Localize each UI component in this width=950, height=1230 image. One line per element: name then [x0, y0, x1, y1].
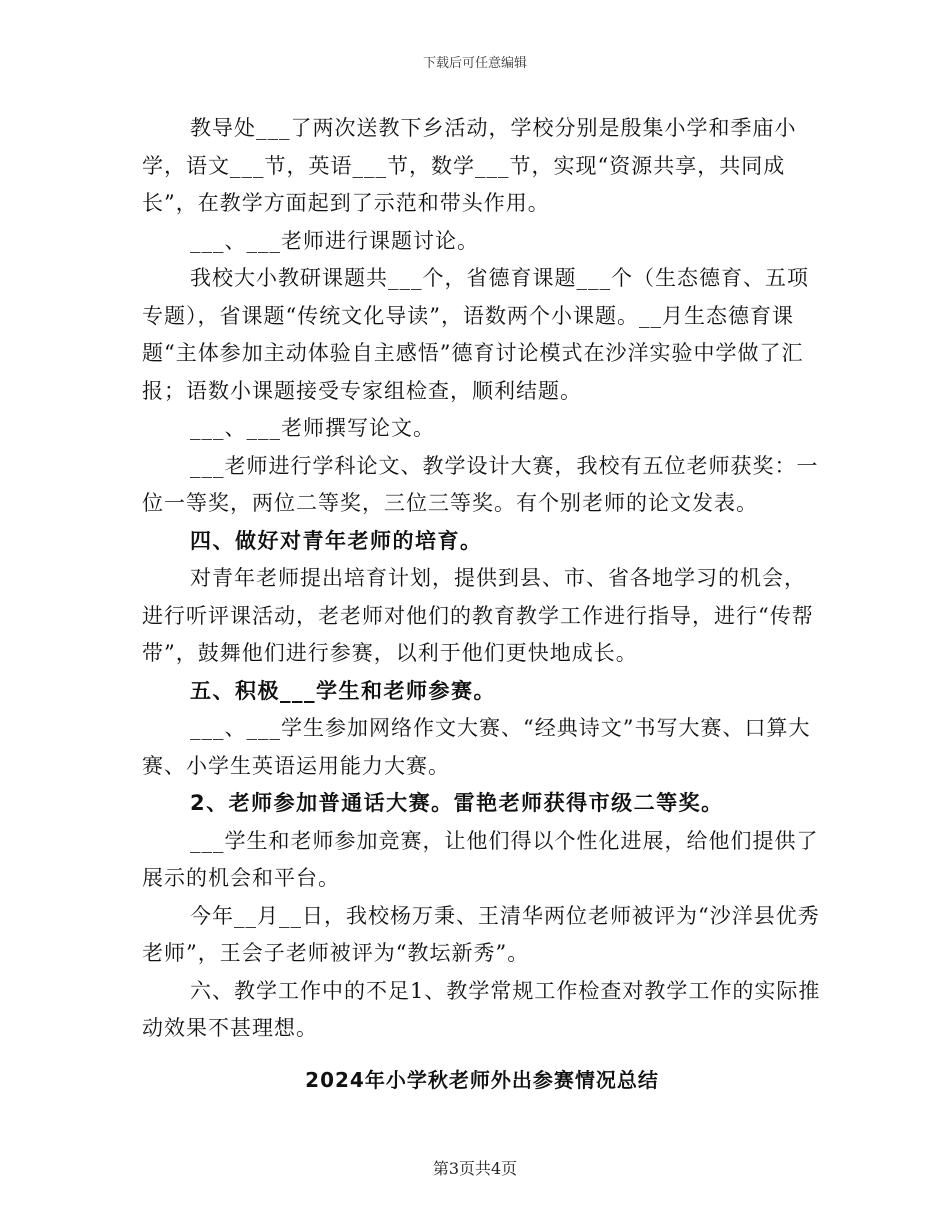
- paragraph-8: ___学生和老师参加竞赛，让他们得以个性化进展，给他们提供了展示的机会和平台。: [142, 828, 819, 890]
- paragraph-5: ___老师进行学科论文、教学设计大赛，我校有五位老师获奖：一位一等奖，两位二等奖，三位三等奖。有个别老师的论文发表。: [142, 453, 819, 515]
- paragraph-7: ___、___学生参加网络作文大赛、“经典诗文”书写大赛、口算大赛、小学生英语运用能力大赛。: [142, 716, 811, 778]
- paragraph-1: 教导处___了两次送教下乡活动，学校分别是殷集小学和季庙小学，语文___节，英语___节，数学___节，实现“资源共享，共同成长”，在教学方面起到了示范和带头作用。: [142, 116, 797, 215]
- page-footer: 第3页共4页: [432, 1159, 518, 1178]
- paragraph-3: 我校大小教研课题共___个，省德育课题___个（生态德育、五项专题），省课题“传统文化导读”，语数两个小课题。__月生态德育课题“主体参加主动体验自主感悟”德育讨论模式在沙洋实验中学做了汇报；语数小课题接受专家组检查，顺利结题。: [142, 266, 809, 403]
- paragraph-2: ___、___老师进行课题讨论。: [190, 228, 479, 253]
- document-body: [142, 110, 822, 1099]
- paragraph-10: 六、教学工作中的不足1、教学常规工作检查对教学工作的实际推动效果不甚理想。: [142, 978, 821, 1040]
- subheading-2: 2、老师参加普通话大赛。雷艳老师获得市级二等奖。: [190, 791, 724, 815]
- document-title: 2024年小学秋老师外出参赛情况总结: [305, 1067, 659, 1092]
- section-heading-4: 四、做好对青年老师的培育。: [190, 528, 483, 553]
- section-heading-5: 五、积极___学生和老师参赛。: [190, 678, 496, 703]
- paragraph-6: 对青年老师提出培育计划，提供到县、市、省各地学习的机会，进行听评课活动，老老师对他们的教育教学工作进行指导，进行“传帮带”，鼓舞他们进行参赛，以利于他们更快地成长。: [142, 566, 814, 665]
- page-header: 下载后可任意编辑: [422, 56, 527, 71]
- paragraph-4: ___、___老师撰写论文。: [190, 416, 435, 440]
- paragraph-9: 今年__月__日，我校杨万秉、王清华两位老师被评为“沙洋县优秀老师”，王会子老师被评为“教坛新秀”。: [142, 903, 820, 965]
